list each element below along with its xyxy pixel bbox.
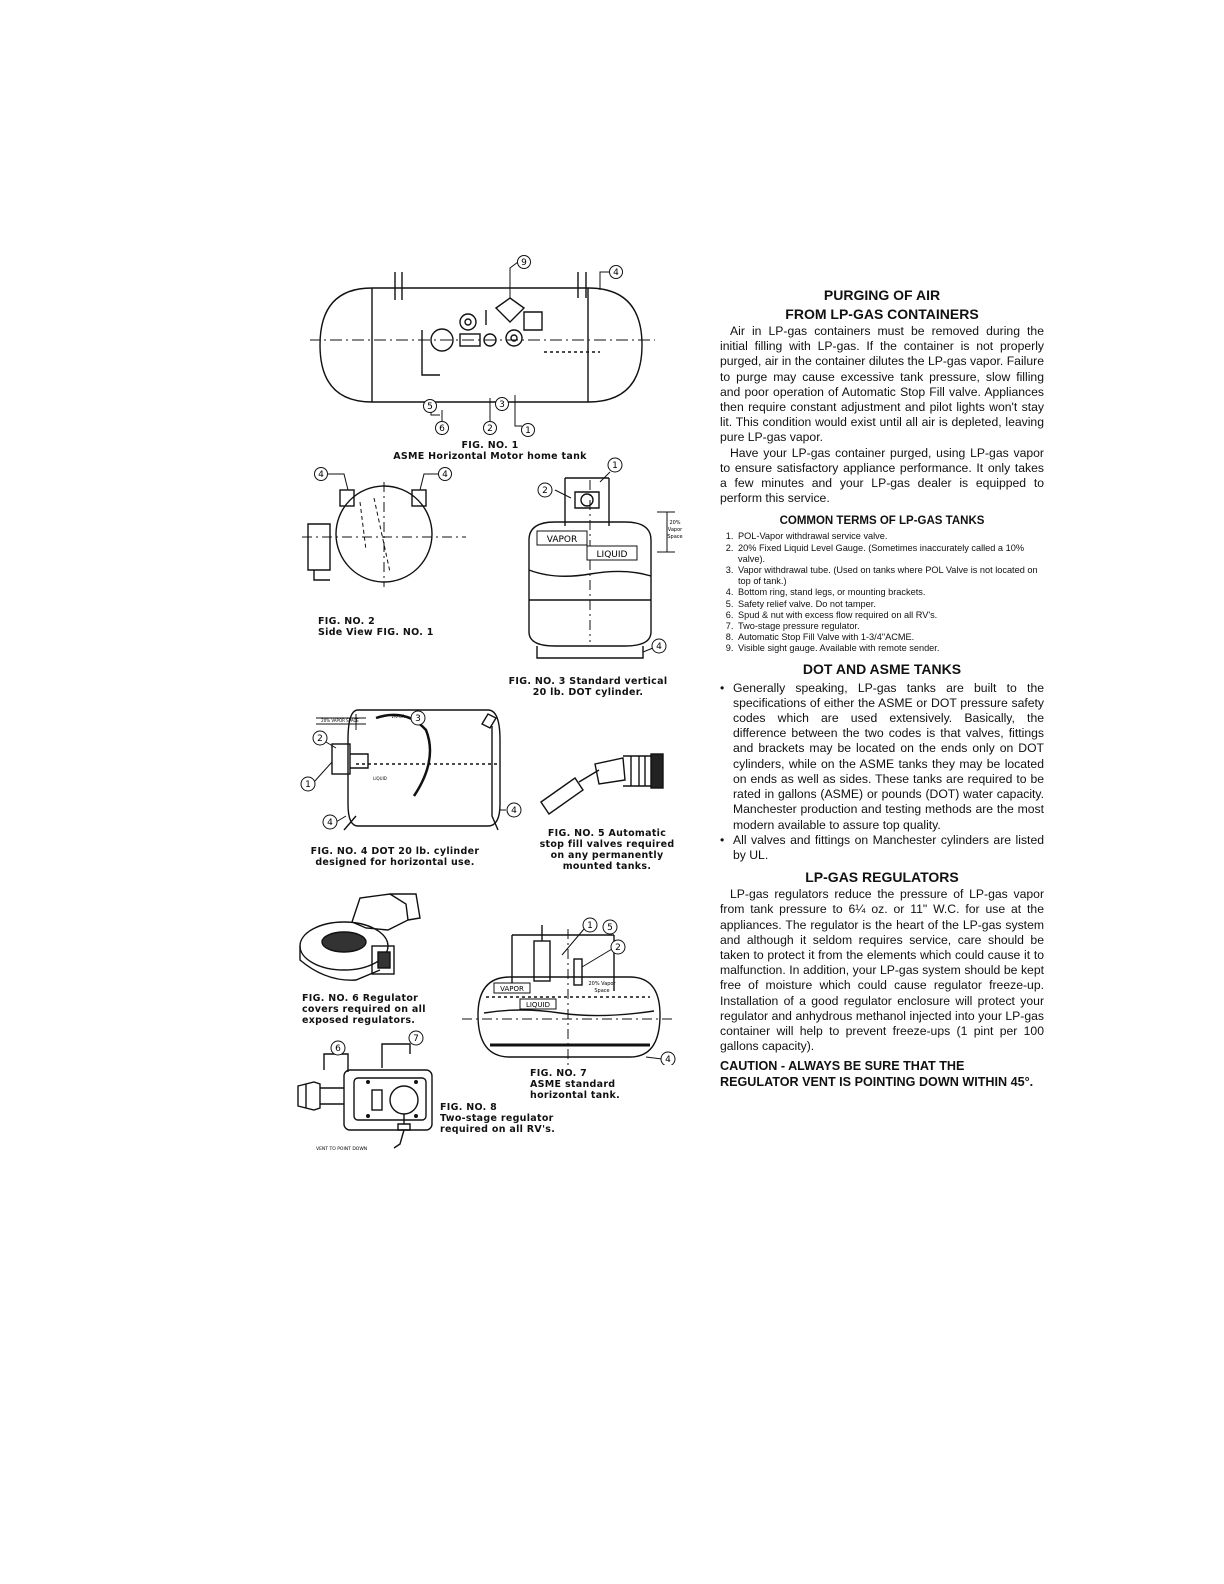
fig1-title: ASME Horizontal Motor home tank [393,451,587,462]
fig1-drawing [310,250,660,440]
fig1-callout-3: 3 [499,400,505,410]
terms-list [720,531,1044,654]
fig2-number: FIG. NO. 2 [318,616,376,627]
fig4-caption [305,846,485,868]
text-column [720,286,1044,1090]
fig4-drawing [296,700,526,842]
fig4-callout-4b: 4 [511,806,517,816]
fig7-callout-5: 5 [607,923,613,933]
fig7-space-note-1: 20% Vapor [588,981,616,987]
fig4-callout-4a: 4 [327,818,333,828]
fig7-caption [530,1068,650,1101]
fig2-callout-right: 4 [442,470,448,480]
fig5-caption-line1: FIG. NO. 5 Automatic [547,828,667,839]
fig2-title: Side View FIG. NO. 1 [318,627,434,638]
terms-item: 8. Automatic Stop Fill Valve with 1-3/4"ACME. [736,632,1044,643]
fig6-drawing [296,890,426,990]
fig3-vapor-label: VAPOR [546,535,578,545]
fig8-drawing [292,1028,442,1156]
fig7-vapor-label: VAPOR [500,985,524,993]
fig6-caption-line3: exposed regulators. [302,1015,416,1026]
fig7-liquid-label: LIQUID [525,1001,551,1009]
terms-title: COMMON TERMS OF LP-GAS TANKS [779,515,985,528]
fig7-drawing [460,915,680,1065]
fig1-callout-6: 6 [439,424,445,434]
fig4-callout-3: 3 [415,714,421,724]
purging-title-line1: PURGING OF AIR [823,287,941,303]
fig3-callout-2: 2 [542,486,548,496]
caution-note: CAUTION - ALWAYS BE SURE THAT THE REGULATOR VENT IS POINTING DOWN WITHIN 45°. [720,1059,1034,1090]
fig3-space-note-1: 20% [669,520,681,526]
fig6-caption [302,993,442,1026]
fig3-caption-line2: 20 lb. DOT cylinder. [532,687,644,698]
fig7-number: FIG. NO. 7 [530,1068,588,1079]
purging-title-line2: FROM LP-GAS CONTAINERS [785,306,979,322]
fig8-vent-note: VENT TO POINT DOWN [316,1147,368,1152]
fig3-space-note-3: Space [667,534,683,540]
terms-item: 1. POL-Vapor withdrawal service valve. [736,531,1044,542]
fig8-caption [440,1102,580,1135]
fig4-callout-2: 2 [317,734,323,744]
terms-item: 3. Vapor withdrawal tube. (Used on tanks where POL Valve is not located on top of tank.) [736,565,1044,587]
fig6-caption-line2: covers required on all [302,1004,426,1015]
fig5-caption-line3: on any permanently [550,850,664,861]
fig1-number: FIG. NO. 1 [461,440,519,451]
purging-paragraph-1: Air in LP-gas containers must be removed during the initial filling with LP-gas. If the container is not properly purged, air in the container dilutes the LP-gas vapor. Failure to purge may cause excessive tank pressure, slow filling and poor operation of Automatic Stop Fill valve. Appliances then require constant adjustment and pilot lights won't stay lit. This condition would exist until all air is depleted, leaving pure LP-gas vapor. [720,324,1044,445]
fig2-callout-left: 4 [318,470,324,480]
fig3-liquid-label: LIQUID [596,550,628,560]
dot-asme-bullet: • Generally speaking, LP-gas tanks are built to the specifications of either the ASME or DOT pressure safety codes which are used extensively. Basically, the difference between the two codes is that valves, fittings and brackets may be located on the ends only on DOT cylinders, while on the ASME tanks they may be located on ends as well as sides. These tanks are required to be rated in gallons (ASME) or pounds (DOT) water capacity. Manchester production and testing methods are the most modern available to assure top quality. [733,681,1044,833]
fig2-caption [318,616,468,638]
fig3-callout-4: 4 [656,642,662,652]
fig4-space-note: 20% VAPOR SPACE [321,718,359,723]
fig6-caption-line1: FIG. NO. 6 Regulator [302,993,419,1004]
fig8-callout-6: 6 [335,1044,341,1054]
fig4-vapor-label: VAPOR [391,714,405,719]
fig1-callout-1: 1 [525,426,531,436]
fig1-callout-4: 4 [613,268,619,278]
fig5-caption-line4: mounted tanks. [562,861,652,872]
regulators-title: LP-GAS REGULATORS [805,869,959,886]
dot-asme-title: DOT AND ASME TANKS [802,660,962,677]
terms-item: 9. Visible sight gauge. Available with remote sender. [736,643,1044,654]
fig4-callout-1: 1 [305,780,311,790]
fig5-caption-line2: stop fill valves required [539,839,675,850]
regulators-paragraph: LP-gas regulators reduce the pressure of LP-gas vapor from tank pressure to 6¼ oz. or 11" W.C. for use at the appliances. The regulator is the heart of the LP-gas system and although it seldom requires service, care should be taken to protect it from the elements which could cause it to malfunction. In addition, your LP-gas system should be kept free of moisture which could cause regulator freeze-up. Installation of a good regulator enclosure will protect your regulator and anhydrous methanol injected into your LP-gas container will help to prevent freeze-ups (1 pint per 100 gallons capacity). [720,887,1044,1054]
fig3-caption [500,676,676,698]
terms-item: 6. Spud & nut with excess flow required on all RV's. [736,610,1044,621]
fig7-callout-2: 2 [615,943,621,953]
fig2-drawing [300,462,470,612]
fig5-caption [534,828,680,872]
fig8-callout-7: 7 [413,1034,419,1044]
terms-item: 4. Bottom ring, stand legs, or mounting brackets. [736,587,1044,598]
fig3-space-note-2: Vapor [667,527,683,533]
fig7-callout-4: 4 [665,1055,671,1065]
fig4-liquid-label: LIQUID [373,776,387,781]
terms-item: 5. Safety relief valve. Do not tamper. [736,599,1044,610]
fig3-callout-1: 1 [612,461,618,471]
fig1-callout-5: 5 [427,402,433,412]
fig4-caption-line2: designed for horizontal use. [315,857,475,868]
purging-paragraph-2: Have your LP-gas container purged, using LP-gas vapor to ensure satisfactory appliance performance. It only takes a few minutes and your LP-gas dealer is equipped to perform this service. [720,445,1044,506]
terms-item: 2. 20% Fixed Liquid Level Gauge. (Sometimes inaccurately called a 10% valve). [736,543,1044,565]
fig3-drawing [515,452,690,670]
fig7-caption-line2: horizontal tank. [530,1090,621,1101]
terms-item: 7. Two-stage pressure regulator. [736,621,1044,632]
fig5-drawing [535,752,675,822]
fig3-caption-line1: FIG. NO. 3 Standard vertical [508,676,668,687]
fig7-space-note-2: Space [594,988,610,994]
dot-asme-list [720,681,1044,863]
fig4-caption-line1: FIG. NO. 4 DOT 20 lb. cylinder [310,846,480,857]
fig8-caption-line2: required on all RV's. [440,1124,556,1135]
fig7-callout-1: 1 [587,921,593,931]
dot-asme-bullet: • All valves and fittings on Manchester cylinders are listed by UL. [733,833,1044,863]
fig8-number: FIG. NO. 8 [440,1102,498,1113]
fig8-caption-line1: Two-stage regulator [440,1113,554,1124]
fig1-callout-9: 9 [521,258,527,268]
fig7-caption-line1: ASME standard [530,1079,616,1090]
fig1-callout-2: 2 [487,424,493,434]
